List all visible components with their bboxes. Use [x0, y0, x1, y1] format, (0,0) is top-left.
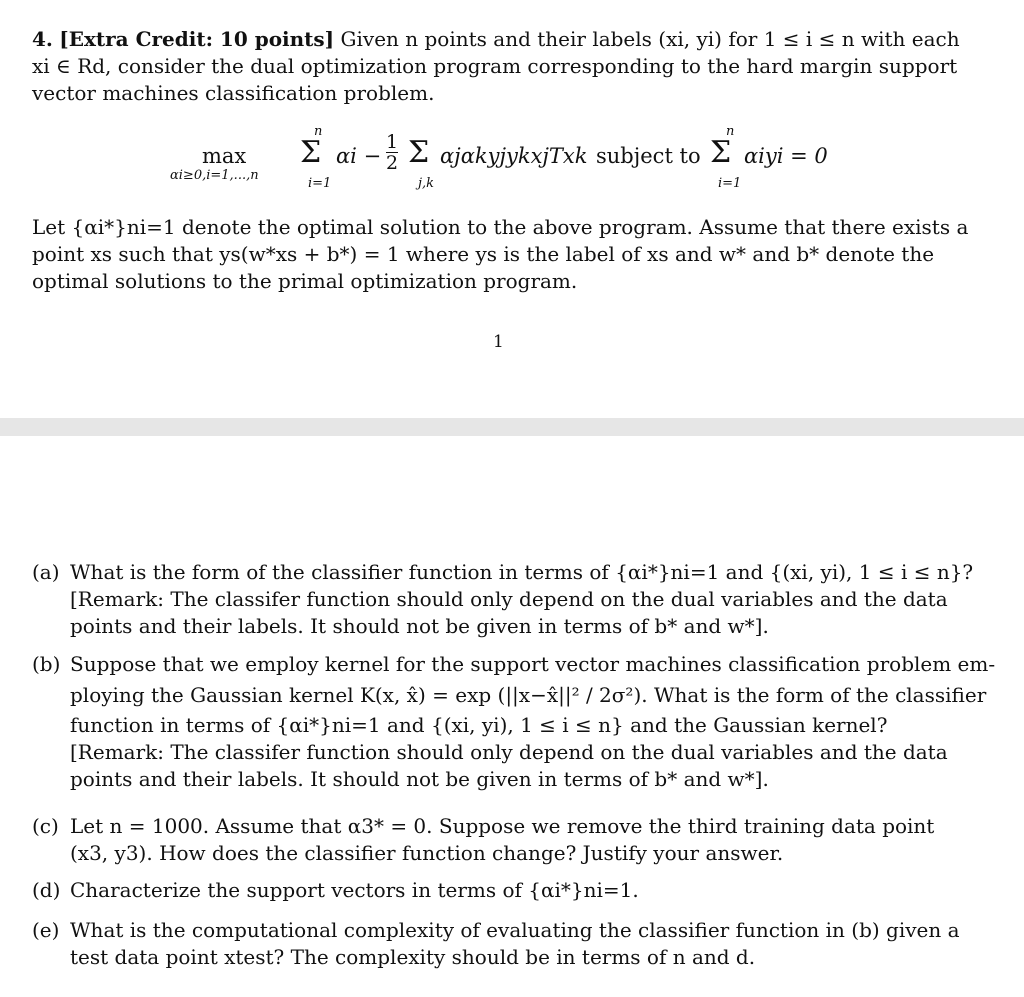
sum3-lower: i=1	[718, 176, 742, 191]
quadratic-term: αjαkyjykxjTxk	[440, 144, 588, 168]
question-b-line-2: ploying the Gaussian kernel K(x, x̂) = exp (||x−x̂||² / 2σ²). What is the form of the classifier	[70, 683, 987, 707]
one-half-fraction	[386, 132, 398, 173]
subject-to-text: subject to	[596, 144, 701, 168]
question-e	[32, 917, 966, 971]
max-subscript: αi≥0,i=1,...,n	[170, 168, 259, 183]
intro-text-1: Given n points and their labels (xi, yi) for 1 ≤ i ≤ n with each	[340, 27, 960, 51]
question-b-line-4: [Remark: The classifer function should only depend on the dual variables and the data	[70, 740, 948, 764]
problem-intro-line-2: xi ∈ Rd, consider the dual optimization program corresponding to the hard margin support	[32, 54, 958, 78]
page-number: 1	[493, 332, 504, 352]
half-denominator: 2	[386, 152, 399, 174]
question-b-line-3: function in terms of {αi*}ni=1 and {(xi, yi), 1 ≤ i ≤ n} and the Gaussian kernel?	[70, 713, 888, 737]
question-d-line-1: Characterize the support vectors in terms of {αi*}ni=1.	[70, 878, 639, 902]
question-a-line-3: points and their labels. It should not be given in terms of b* and w*].	[70, 614, 769, 638]
question-e-line-1: What is the computational complexity of evaluating the classifier function in (b) given a	[70, 918, 960, 942]
sum1-sigma: Σ	[300, 135, 322, 170]
sum2-sigma: Σ	[408, 135, 430, 170]
max-operator: max	[202, 144, 247, 168]
paragraph2-line-3: optimal solutions to the primal optimization program.	[32, 269, 578, 293]
question-b-body	[70, 651, 996, 793]
question-a-line-1: What is the form of the classifier function in terms of {αi*}ni=1 and {(xi, yi), 1 ≤ i ≤ n}?	[70, 560, 974, 584]
dual-optimization-equation	[160, 124, 860, 198]
question-c	[32, 813, 966, 867]
sum1-lower: i=1	[308, 176, 332, 191]
question-a-body	[70, 559, 974, 640]
sum3-sigma: Σ	[710, 135, 732, 170]
paragraph2-line-2: point xs such that ys(w*xs + b*) = 1 where ys is the label of xs and w* and b* denote the	[32, 242, 935, 266]
question-b-label: (b)	[32, 652, 61, 676]
question-d-label: (d)	[32, 878, 61, 902]
question-b	[32, 651, 996, 791]
page-1	[0, 0, 1024, 418]
question-e-body	[70, 917, 964, 971]
problem-heading: [Extra Credit: 10 points]	[59, 27, 335, 51]
question-e-label: (e)	[32, 918, 60, 942]
question-a	[32, 559, 974, 640]
term-alpha-i: αi −	[336, 144, 382, 168]
problem-statement	[32, 26, 972, 107]
sum2-lower: j,k	[418, 176, 435, 191]
question-c-line-1: Let n = 1000. Assume that α3* = 0. Suppose we remove the third training data point	[70, 814, 935, 838]
sum1-upper: n	[314, 124, 323, 139]
question-c-label: (c)	[32, 814, 59, 838]
problem-intro-line-1	[32, 26, 972, 53]
page-2	[0, 436, 1024, 997]
sum3-upper: n	[726, 124, 735, 139]
problem-number: 4.	[32, 27, 53, 51]
paragraph2-line-1: Let {αi*}ni=1 denote the optimal solution to the above program. Assume that there exists a	[32, 215, 969, 239]
question-b-line-5: points and their labels. It should not be given in terms of b* and w*].	[70, 767, 769, 791]
question-a-line-2: [Remark: The classifer function should only depend on the dual variables and the data	[70, 587, 948, 611]
question-e-line-2: test data point xtest? The complexity should be in terms of n and d.	[70, 945, 756, 969]
constraint-term: αiyi = 0	[744, 144, 828, 168]
page-break	[0, 418, 1024, 436]
half-numerator: 1	[386, 131, 399, 153]
question-c-body	[70, 813, 964, 867]
question-d-body	[70, 877, 964, 904]
optimal-solution-paragraph	[32, 214, 972, 295]
question-c-line-2: (x3, y3). How does the classifier function change? Justify your answer.	[70, 841, 784, 865]
question-d	[32, 877, 966, 904]
problem-intro-line-3: vector machines classification problem.	[32, 81, 435, 105]
question-b-line-1: Suppose that we employ kernel for the support vector machines classification problem em-	[70, 652, 996, 676]
question-a-label: (a)	[32, 560, 60, 584]
